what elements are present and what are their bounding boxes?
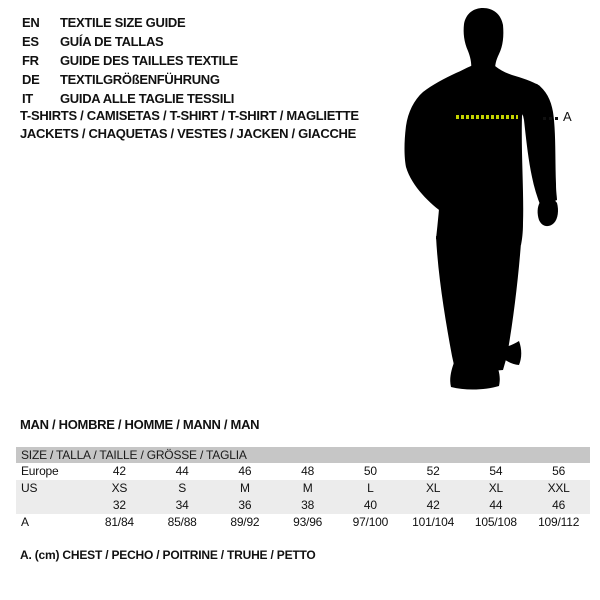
table-cell: 109/112	[538, 515, 580, 529]
table-cell: XS	[111, 481, 128, 495]
table-cell: 81/84	[104, 515, 134, 529]
language-guide-list	[22, 13, 238, 108]
guide-title: GUIDE DES TAILLES TEXTILE	[60, 53, 238, 68]
row-label: A	[21, 515, 29, 529]
table-cell: 89/92	[230, 515, 260, 529]
guide-title: TEXTILGRÖßENFÜHRUNG	[60, 72, 220, 87]
guide-title: GUIDA ALLE TAGLIE TESSILI	[60, 91, 235, 106]
table-cell: 40	[363, 498, 377, 512]
table-cell: 105/108	[474, 515, 517, 529]
table-row-europe	[16, 463, 590, 480]
category-line-jackets: JACKETS / CHAQUETAS / VESTES / JACKEN / GIACCHE	[20, 125, 356, 141]
table-cell: 97/100	[352, 515, 389, 529]
table-cell: 48	[301, 464, 315, 478]
table-cell: M	[302, 481, 313, 495]
row-label	[16, 497, 88, 514]
table-cell: 46	[552, 498, 566, 512]
list-item	[22, 89, 238, 108]
table-cell: 85/88	[167, 515, 197, 529]
table-cell: 44	[175, 464, 189, 478]
table-cell: 46	[238, 464, 252, 478]
garment-categories	[20, 107, 359, 142]
language-code: DE	[22, 72, 40, 87]
table-row-chest	[16, 514, 590, 531]
measurement-footnote: A. (cm) CHEST / PECHO / POITRINE / TRUHE / PETTO	[20, 548, 316, 562]
measure-pointer-dashes	[543, 117, 560, 120]
table-cell: 38	[301, 498, 315, 512]
table-cell: S	[178, 481, 187, 495]
list-item	[22, 32, 238, 51]
table-cell: 54	[489, 464, 503, 478]
size-table-header: SIZE / TALLA / TAILLE / GRÖSSE / TAGLIA	[16, 447, 590, 463]
table-cell: XL	[425, 481, 441, 495]
category-line-tshirts: T-SHIRTS / CAMISETAS / T-SHIRT / T-SHIRT / MAGLIETTE	[20, 108, 359, 123]
man-silhouette-icon	[400, 8, 565, 393]
list-item	[22, 70, 238, 89]
table-cell: M	[239, 481, 250, 495]
table-cell: XL	[488, 481, 504, 495]
table-row-us	[16, 480, 590, 497]
table-cell: L	[367, 481, 374, 495]
table-cell: 52	[426, 464, 440, 478]
table-cell: 44	[489, 498, 503, 512]
language-code: ES	[22, 34, 39, 49]
guide-title: TEXTILE SIZE GUIDE	[60, 15, 186, 30]
table-cell: 32	[112, 498, 126, 512]
section-title-man: MAN / HOMBRE / HOMME / MANN / MAN	[20, 417, 260, 432]
table-cell: 101/104	[412, 515, 455, 529]
size-table	[16, 447, 590, 531]
table-cell: 42	[112, 464, 126, 478]
guide-title: GUÍA DE TALLAS	[60, 34, 164, 49]
list-item	[22, 51, 238, 70]
language-code: IT	[22, 91, 33, 106]
table-cell: 36	[238, 498, 252, 512]
table-cell: 34	[175, 498, 189, 512]
table-cell: XXL	[547, 481, 570, 495]
table-cell: 56	[552, 464, 566, 478]
row-label: Europe	[21, 464, 59, 478]
row-label: US	[21, 481, 38, 495]
list-item	[22, 13, 238, 32]
table-row-numeric	[16, 497, 590, 514]
table-cell: 42	[426, 498, 440, 512]
table-cell: 93/96	[293, 515, 323, 529]
chest-measure-line	[456, 115, 518, 119]
language-code: FR	[22, 53, 39, 68]
table-cell: 50	[363, 464, 377, 478]
measure-label-a: A	[563, 109, 572, 124]
language-code: EN	[22, 15, 40, 30]
